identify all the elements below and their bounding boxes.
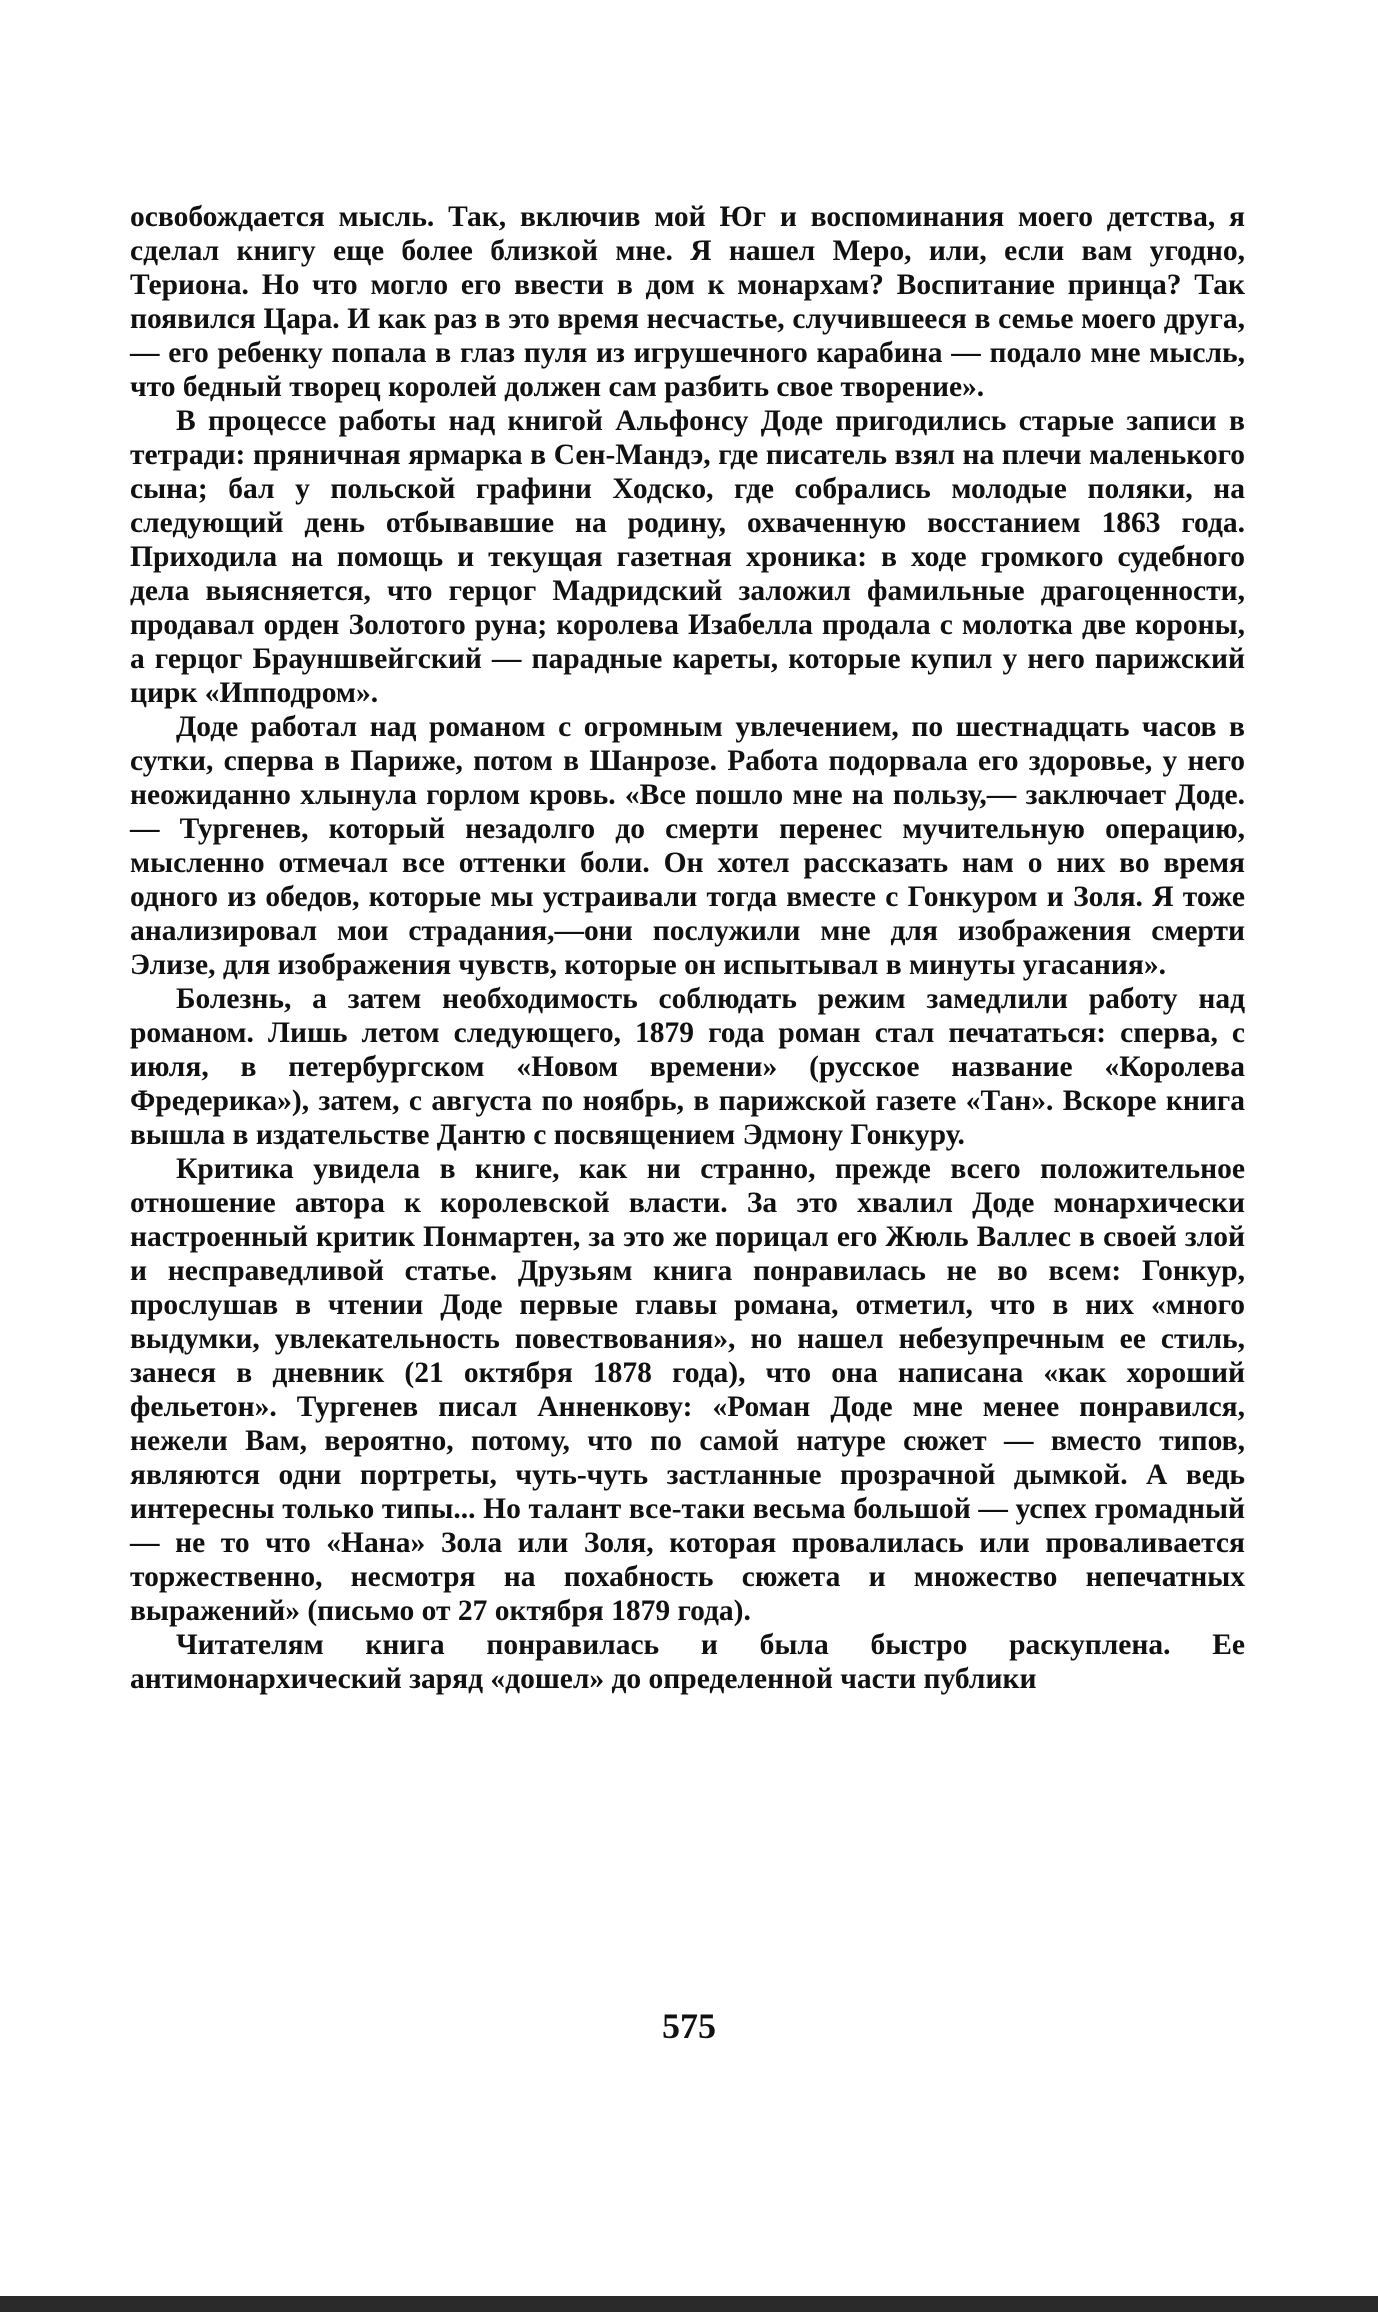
body-text bbox=[130, 200, 1245, 1696]
paragraph-6: Читателям книга понравилась и была быстро раскуплена. Ее антимонархический заряд «дошел» до определенной части публики bbox=[130, 1629, 1245, 1695]
page-number: 575 bbox=[662, 2006, 716, 2046]
paragraph-1: освобождается мысль. Так, включив мой Юг и воспоминания моего детства, я сделал книгу еще более близкой мне. Я нашел Меро, или, если вам угодно, Териона. Но что могло его ввести в дом к монархам? Воспитание принца? Так появился Цара. И как раз в это время несчастье, случившееся в семье моего друга,— его ребенку попала в глаз пуля из игрушечного карабина — подало мне мысль, что бедный творец королей должен сам разбить свое творение». bbox=[130, 201, 1245, 403]
paragraph-4: Болезнь, а затем необходимость соблюдать режим замедлили работу над романом. Лишь летом следующего, 1879 года роман стал печататься: сперва, с июля, в петербургском «Новом времени» (русское название «Королева Фредерика»), затем, с августа по ноябрь, в парижской газете «Тан». Вскоре книга вышла в издательстве Дантю с посвящением Эдмону Гонкуру. bbox=[130, 983, 1245, 1151]
paragraph-3: Доде работал над романом с огромным увлечением, по шестнадцать часов в сутки, сперва в Париже, потом в Шанрозе. Работа подорвала его здоровье, у него неожиданно хлынула горлом кровь. «Все пошло мне на пользу,— заключает Доде.— Тургенев, который незадолго до смерти перенес мучительную операцию, мысленно отмечал все оттенки боли. Он хотел рассказать нам о них во время одного из обедов, которые мы устраивали тогда вместе с Гонкуром и Золя. Я тоже анализировал мои страдания,—они послужили мне для изображения смерти Элизе, для изображения чувств, которые он испытывал в минуты угасания». bbox=[130, 711, 1245, 981]
scan-edge-strip bbox=[0, 2296, 1378, 2312]
paragraph-5: Критика увидела в книге, как ни странно, прежде всего положительное отношение автора к королевской власти. За это хвалил Доде монархически настроенный критик Понмартен, за это же порицал его Жюль Валлес в своей злой и несправедливой статье. Друзьям книга понравилась не во всем: Гонкур, прослушав в чтении Доде первые главы романа, отметил, что в них «много выдумки, увлекательность повествования», но нашел небезупречным ее стиль, занеся в дневник (21 октября 1878 года), что она написана «как хороший фельетон». Тургенев писал Анненкову: «Роман Доде мне менее понравился, нежели Вам, вероятно, потому, что по самой натуре сюжет — вместо типов, являются одни портреты, чуть-чуть застланные прозрачной дымкой. А ведь интересны только типы... Но талант все-таки весьма большой — успех громадный — не то что «Нана» Зола или Золя, которая провалилась или проваливается торжественно, несмотря на похабность сюжета и множество непечатных выражений» (письмо от 27 октября 1879 года). bbox=[130, 1153, 1245, 1627]
paragraph-2: В процессе работы над книгой Альфонсу Доде пригодились старые записи в тетради: пряничная ярмарка в Сен-Мандэ, где писатель взял на плечи маленького сына; бал у польской графини Ходско, где собрались молодые поляки, на следующий день отбывавшие на родину, охваченную восстанием 1863 года. Приходила на помощь и текущая газетная хроника: в ходе громкого судебного дела выясняется, что герцог Мадридский заложил фамильные драгоценности, продавал орден Золотого руна; королева Изабелла продала с молотка две короны, а герцог Брауншвейгский — парадные кареты, которые купил у него парижский цирк «Ипподром». bbox=[130, 405, 1245, 709]
